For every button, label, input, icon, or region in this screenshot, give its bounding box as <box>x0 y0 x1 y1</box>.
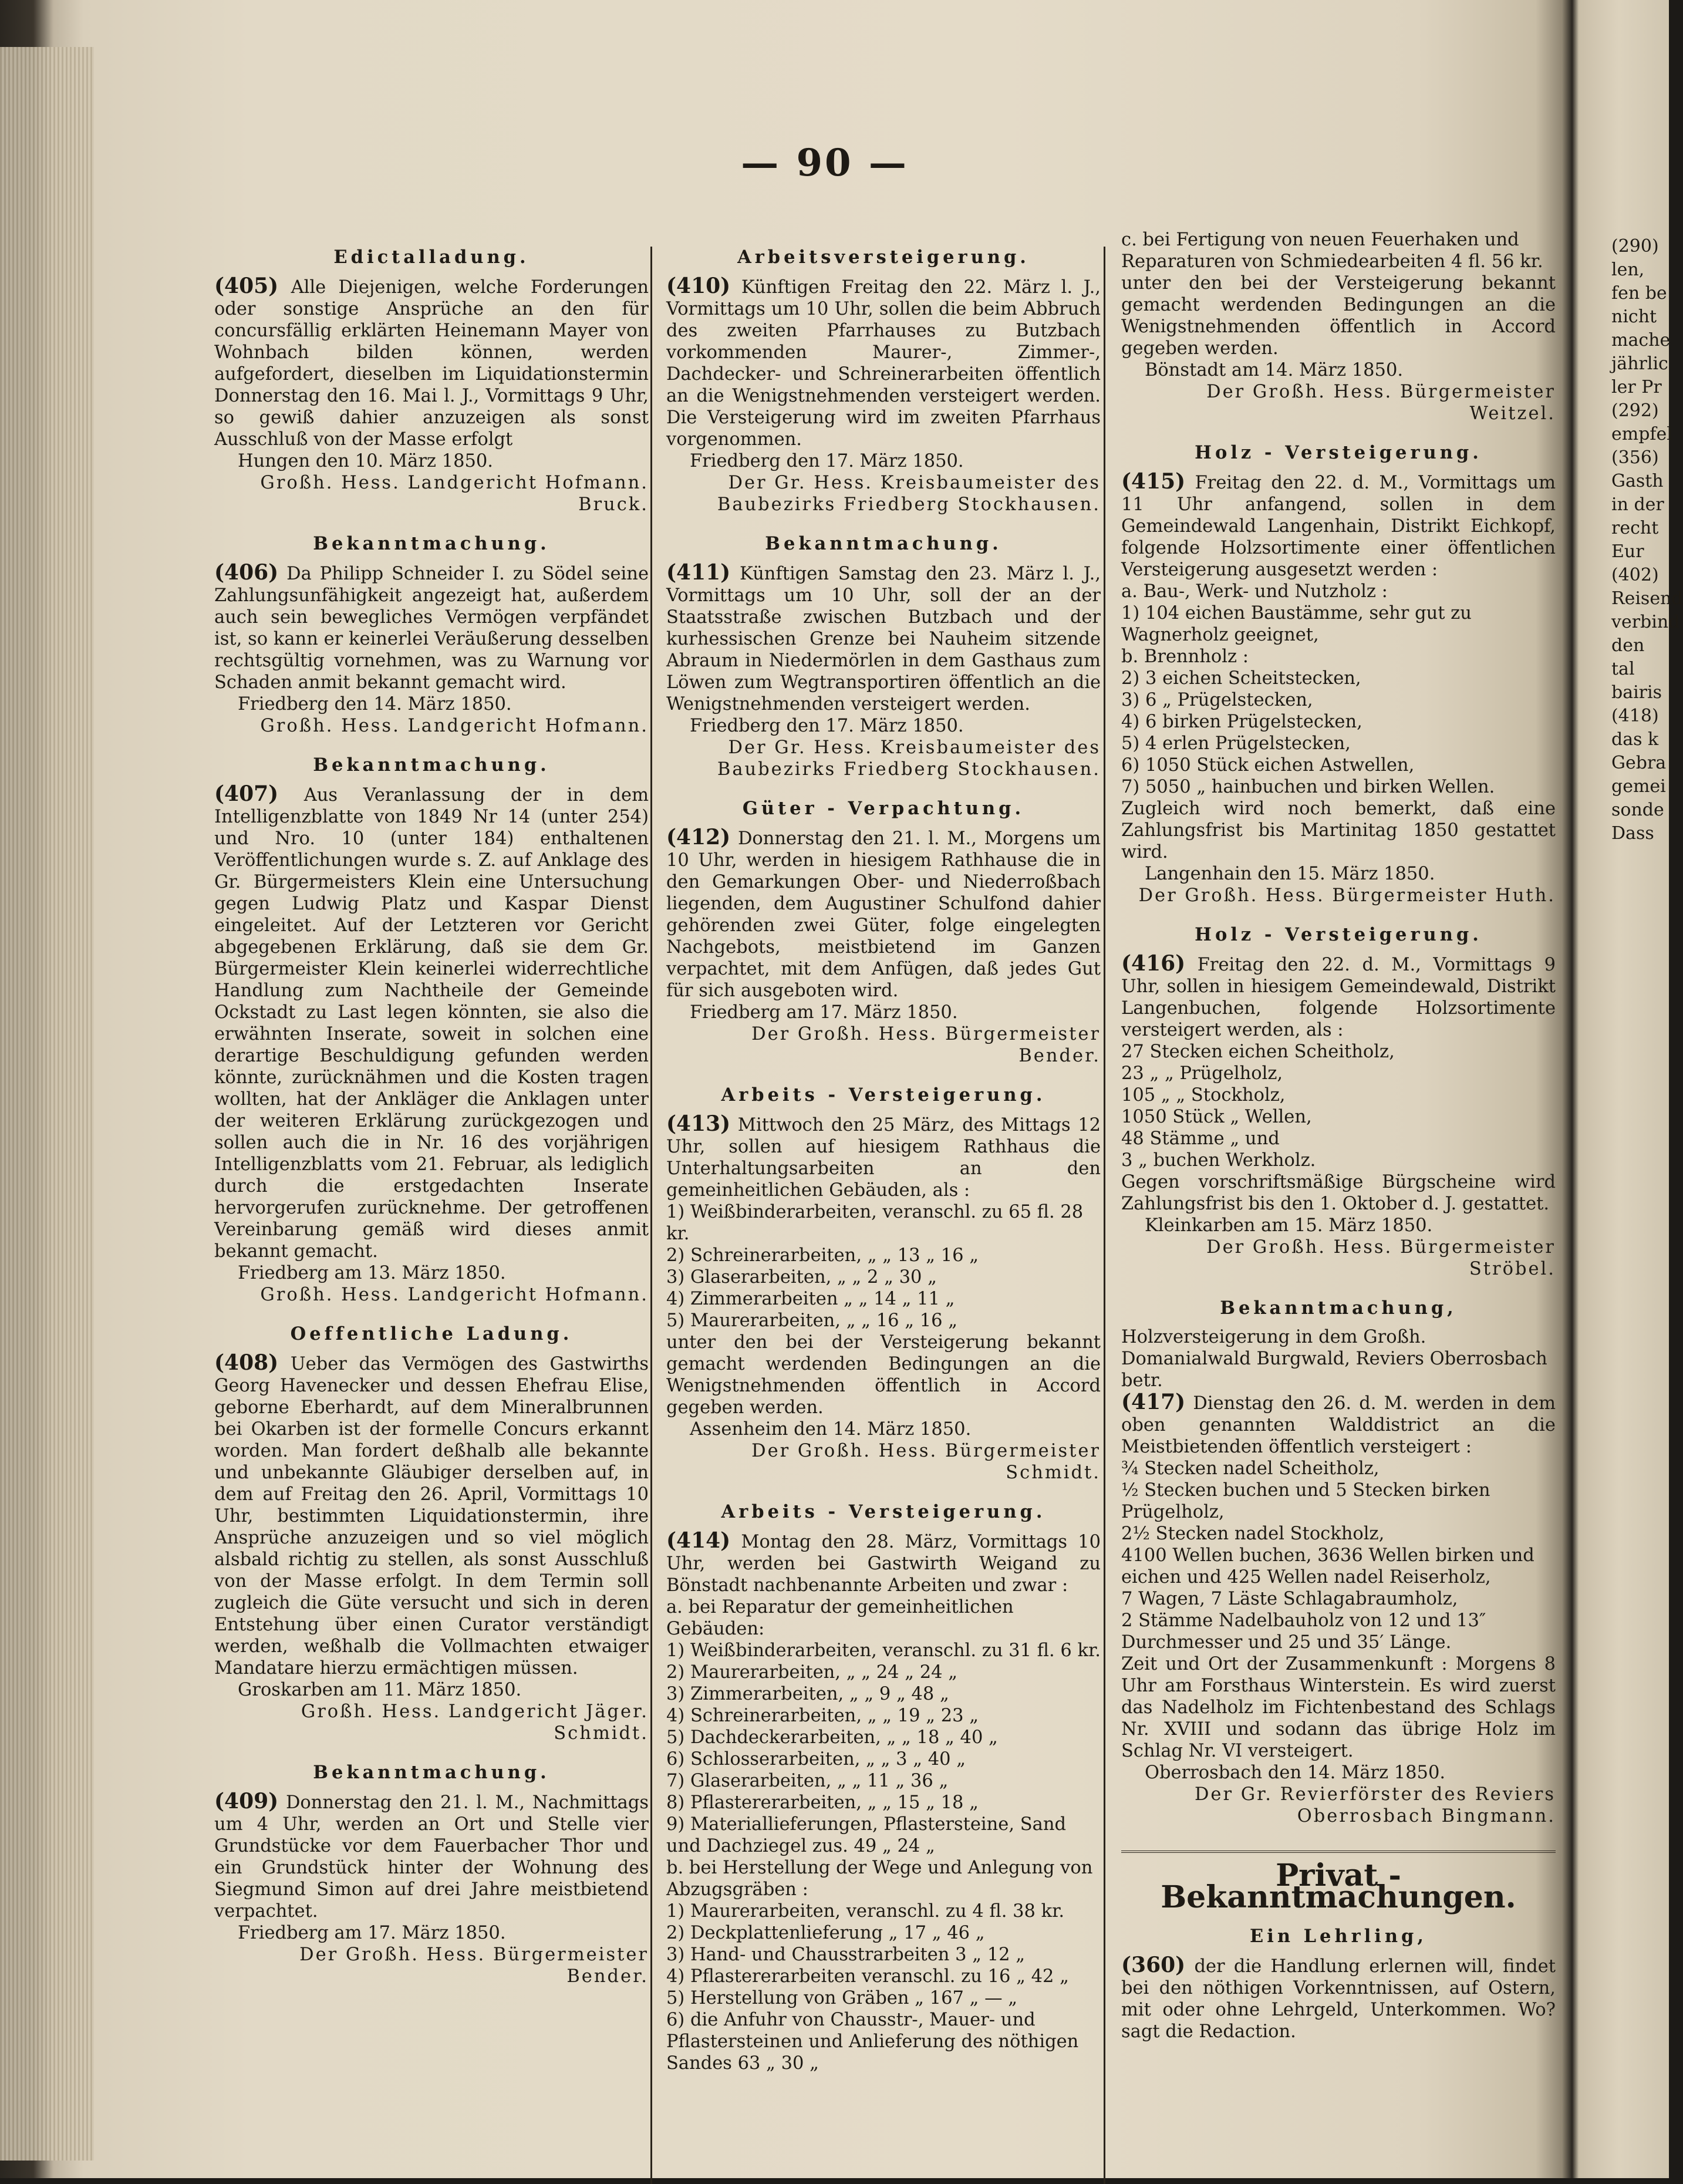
notice-text-continued: Gegen vorschriftsmäßige Bürgscheine wird Zahlungsfrist bis den 1. Oktober d. J. gestattet. <box>1121 1172 1556 1214</box>
notice <box>666 247 1101 515</box>
fragment-line: jährlic <box>1611 353 1668 374</box>
notice-text-continued: unter den bei der Versteigerung bekannt gemacht werdenden Bedingungen an die Wenigstnehmenden öffentlich in Accord gegeben werden. <box>666 1332 1101 1418</box>
column-rule <box>1104 247 1105 2184</box>
list-item: 6) die Anfuhr von Chausstr-, Mauer- und Pflastersteinen und Anlieferung des nöthigen Sandes 63 „ 30 „ <box>666 2010 1079 2074</box>
notice-body <box>666 827 1101 1002</box>
place-date: Friedberg den 17. März 1850. <box>690 716 964 736</box>
signature: Der Großh. Hess. Bürgermeister Bender. <box>751 1024 1101 1066</box>
notice <box>214 1762 649 1987</box>
signature: Der Gr. Hess. Kreisbaumeister des Baubezirks Friedberg Stockhausen. <box>717 473 1101 515</box>
list-item: 4) Zimmerarbeiten „ „ 14 „ 11 „ <box>666 1289 955 1309</box>
list-item: 3) Glaserarbeiten, „ „ 2 „ 30 „ <box>666 1267 937 1288</box>
notice-heading: Holz - Versteigerung. <box>1195 924 1482 945</box>
notice-heading: Oeffentliche Ladung. <box>290 1323 573 1344</box>
list-item: ¾ Stecken nadel Scheitholz, <box>1121 1458 1380 1479</box>
signature: Der Gr. Hess. Kreisbaumeister des Baubezirks Friedberg Stockhausen. <box>717 737 1101 780</box>
notice-heading: Bekanntmachung, <box>1220 1297 1457 1319</box>
fragment-line: ler Pr <box>1611 377 1662 397</box>
list-item: 2) 3 eichen Scheitstecken, <box>1121 668 1361 689</box>
fragment-line: (418) <box>1611 706 1659 726</box>
notice-number: (414) <box>666 1528 731 1553</box>
fragment-line: bairis <box>1611 682 1662 703</box>
list-item: 23 „ „ Prügelholz, <box>1121 1063 1283 1084</box>
fragment-line: tal <box>1611 659 1635 679</box>
list-item: 7) 5050 „ hainbuchen und birken Wellen. <box>1121 777 1495 797</box>
place-date: Friedberg den 14. März 1850. <box>238 694 512 714</box>
list-item: 5) Dachdeckerarbeiten, „ „ 18 „ 40 „ <box>666 1727 998 1748</box>
notice-body <box>666 275 1101 450</box>
list-item: ½ Stecken buchen und 5 Stecken birken Prügelholz, <box>1121 1480 1490 1522</box>
signature: Der Großh. Hess. Bürgermeister Weitzel. <box>1206 382 1556 424</box>
notice-number: (410) <box>666 274 731 298</box>
list-item: 2) Schreinerarbeiten, „ „ 13 „ 16 „ <box>666 1245 979 1266</box>
signature: Der Großh. Hess. Bürgermeister Huth. <box>1138 885 1556 906</box>
list-item: 9) Materiallieferungen, Pflastersteine, Sand und Dachziegel zus. 49 „ 24 „ <box>666 1814 1066 1856</box>
signature: Der Großh. Hess. Bürgermeister Ströbel. <box>1206 1237 1556 1279</box>
fragment-line: (290) <box>1611 236 1659 257</box>
place-date: Friedberg am 17. März 1850. <box>238 1923 506 1943</box>
privat-subheading: Ein Lehrling, <box>1249 1926 1427 1947</box>
list-item: 105 „ „ Stockholz, <box>1121 1085 1286 1106</box>
fragment-line: (402) <box>1611 565 1659 585</box>
notice-number: (360) <box>1121 1953 1186 1977</box>
notice-number: (416) <box>1121 951 1186 976</box>
list-item: 1050 Stück „ Wellen, <box>1121 1107 1312 1127</box>
list-item: 2) Maurerarbeiten, „ „ 24 „ 24 „ <box>666 1662 957 1683</box>
fragment-line: len, <box>1611 259 1645 280</box>
notice-text: Künftigen Freitag den 22. März l. J., Vormittags um 10 Uhr, sollen die beim Abbruch des zweiten Pfarrhauses zu Butzbach vorkommenden Maurer-, Zimmer-, Dachdecker- und Schreinerarbeiten öffentlich an die Wenigstnehmenden versteigert werden. Die Versteigerung wird im zweiten Pfarrhaus vorgenommen. <box>666 277 1101 450</box>
notice-number: (413) <box>666 1111 731 1136</box>
list-item: 5) 4 erlen Prügelstecken, <box>1121 733 1351 754</box>
notice <box>1121 924 1556 1280</box>
list-item: b. bei Herstellung der Wege und Anlegung von Abzugsgräben : <box>666 1858 1093 1900</box>
page-number: — 90 — <box>741 141 909 185</box>
fragment-line: (356) <box>1611 447 1659 468</box>
signature: Großh. Hess. Landgericht Hofmann. Bruck. <box>260 473 649 515</box>
fragment-line: Dass <box>1611 823 1654 844</box>
notice-body <box>214 783 649 1262</box>
notice <box>1121 442 1556 906</box>
notice-text: Aus Veranlassung der in dem Intelligenzblatte von 1849 Nr 14 (unter 254) und Nro. 10 (unter 184) enthaltenen Veröffentlichungen wurde s. Z. auf Anklage des Gr. Bürgermeisters Klein eine Untersuchung gegen Ludwig Platz und Kaspar Dienst eingeleitet. Auf der Letzteren vor Gericht abgegebenen Erklärung, daß sie dem Gr. Bürgermeister Klein keinerlei widerrechtliche Handlung zum Nachtheile der Gemeinde Ockstadt zu Last legen könnten, sie also die erwähnten Inserate, soweit in solchen eine derartige Beschuldigung gefunden werden könnte, zurücknähmen und die Kosten tragen wollten, hat der Ankläger die Anklagen unter der weiteren Erklärung zurückgezogen und sollen auch die in Nr. 16 des vorjährigen Intelligenzblatts vom 21. Februar, als lediglich durch die erstgedachten Inserate hervorgerufen zurücknehme. Der getroffenen Vereinbarung gemäß wird dieses anmit bekannt gemacht. <box>214 785 649 1262</box>
place-date: Oberrosbach den 14. März 1850. <box>1145 1762 1446 1783</box>
notice-body <box>1121 471 1556 581</box>
notice-text: Dienstag den 26. d. M. werden in dem oben genannten Walddistrict an die Meistbietenden öffentlich versteigert : <box>1121 1393 1556 1457</box>
notice-heading: Bekanntmachung. <box>765 533 1002 554</box>
list-item: a. Bau-, Werk- und Nutzholz : <box>1121 581 1388 602</box>
list-item: 48 Stämme „ und <box>1121 1128 1280 1149</box>
notice-heading: Bekanntmachung. <box>313 754 550 776</box>
notice-number: (409) <box>214 1789 279 1814</box>
notice-text: Freitag den 22. d. M., Vormittags um 11 Uhr anfangend, sollen in dem Gemeindewald Langenhain, Distrikt Eichkopf, folgende Holzsortimente einer öffentlichen Versteigerung ausgesetzt werden : <box>1121 473 1556 580</box>
notice-text-continued: Zugleich wird noch bemerkt, daß eine Zahlungsfrist bis Martinitag 1850 gestattet wird. <box>1121 798 1556 862</box>
fragment-line: fen be <box>1611 283 1667 304</box>
notice-body <box>1121 953 1556 1041</box>
fragment-line: sonde <box>1611 800 1664 820</box>
list-item: 6) Schlosserarbeiten, „ „ 3 „ 40 „ <box>666 1749 966 1770</box>
fragment-line: das k <box>1611 729 1659 750</box>
list-item: 8) Pflastererarbeiten, „ „ 15 „ 18 „ <box>666 1792 979 1813</box>
notice-number: (406) <box>214 560 279 585</box>
notice-text: Mittwoch den 25 März, des Mittags 12 Uhr, sollen auf hiesigem Rathhaus die Unterhaltungsarbeiten an den gemeinheitlichen Gebäuden, als : <box>666 1115 1101 1201</box>
list-item: 6) 1050 Stück eichen Astwellen, <box>1121 755 1415 776</box>
place-date: Langenhain den 15. März 1850. <box>1145 864 1435 884</box>
place-date: Kleinkarben am 15. März 1850. <box>1145 1215 1433 1236</box>
notice-body <box>666 1530 1101 1596</box>
list-item: 4100 Wellen buchen, 3636 Wellen birken und eichen und 425 Wellen nadel Reiserholz, <box>1121 1545 1534 1588</box>
adjacent-page-fragment <box>1611 235 1683 845</box>
signature: Großh. Hess. Landgericht Hofmann. <box>260 1285 649 1305</box>
signature: Der Gr. Revierförster des Reviers Oberrosbach Bingmann. <box>1194 1784 1556 1826</box>
newspaper-page <box>100 53 1556 2143</box>
place-date: Friedberg den 17. März 1850. <box>690 451 964 471</box>
list-item: c. bei Fertigung von neuen Feuerhaken und Reparaturen von Schmiedearbeiten 4 fl. 56 kr. <box>1121 230 1543 272</box>
list-item: 5) Herstellung von Gräben „ 167 „ — „ <box>666 1988 1018 2008</box>
fragment-line: verbind <box>1611 612 1680 632</box>
notice-number: (405) <box>214 274 279 298</box>
list-item: 2 Stämme Nadelbauholz von 12 und 13″ Durchmesser und 25 und 35′ Länge. <box>1121 1610 1486 1653</box>
fragment-line: nicht <box>1611 306 1657 327</box>
place-date: Assenheim den 14. März 1850. <box>690 1419 972 1440</box>
column-3 <box>1121 229 1556 2043</box>
place-date: Friedberg am 13. März 1850. <box>238 1263 506 1283</box>
fragment-line: empfel <box>1611 424 1672 444</box>
fragment-line: Eur <box>1611 541 1644 562</box>
column-2 <box>666 229 1101 2074</box>
place-date: Friedberg am 17. März 1850. <box>690 1002 958 1023</box>
notice-heading: Güter - Verpachtung. <box>742 798 1025 819</box>
place-date: Hungen den 10. März 1850. <box>238 451 493 471</box>
notice-text: Freitag den 22. d. M., Vormittags 9 Uhr, sollen in hiesigem Gemeindewald, Distrikt Langenbuchen, folgende Holzsortimente versteigert werden, als : <box>1121 955 1556 1040</box>
signature: Großh. Hess. Landgericht Hofmann. <box>260 716 649 736</box>
notice-text: Donnerstag den 21. l. M., Nachmittags um 4 Uhr, werden an Ort und Stelle vier Grundstücke vor dem Fauerbacher Thor und ein Grundstück hinter der Wohnung des Siegmund Simon auf drei Jahre meistbietend verpachtet. <box>214 1792 649 1922</box>
privat-body <box>1121 1954 1556 2043</box>
notice <box>214 247 649 515</box>
signature: Großh. Hess. Landgericht Jäger. Schmidt. <box>301 1701 649 1744</box>
notice-heading: Bekanntmachung. <box>313 1762 550 1783</box>
notice <box>214 754 649 1306</box>
fragment-line: gemei <box>1611 776 1666 797</box>
fragment-line: mache <box>1611 330 1671 350</box>
list-item: 1) Weißbinderarbeiten, veranschl. zu 65 fl. 28 kr. <box>666 1202 1084 1244</box>
notice-body <box>214 275 649 450</box>
notice-body <box>214 1791 649 1922</box>
notice-text-continued: unter den bei der Versteigerung bekannt gemacht werdenden Bedingungen an die Wenigstnehmenden öffentlich in Accord gegeben werden. <box>1121 273 1556 359</box>
notice-heading: Bekanntmachung. <box>313 533 550 554</box>
list-item: 4) 6 birken Prügelstecken, <box>1121 712 1362 732</box>
notice <box>666 798 1101 1067</box>
list-item: 2½ Stecken nadel Stockholz, <box>1121 1524 1385 1544</box>
place-date: Bönstadt am 14. März 1850. <box>1145 360 1404 380</box>
list-item: a. bei Reparatur der gemeinheitlichen Gebäuden: <box>666 1597 1014 1639</box>
fragment-line: (292) <box>1611 400 1659 421</box>
fragment-line: Reisend <box>1611 588 1683 609</box>
list-item: 5) Maurerarbeiten, „ „ 16 „ 16 „ <box>666 1310 957 1331</box>
notice-text: Künftigen Samstag den 23. März l. J., Vormittags um 10 Uhr, soll der an der Staatsstraße zwischen Butzbach und der kurhessischen Grenze bei Nauheim sitzende Abraum in Niedermörlen in dem Gasthaus zum Löwen zum Wegtransportiren öffentlich an die Wenigstnehmenden versteigert werden. <box>666 564 1101 714</box>
notice-heading: Holz - Versteigerung. <box>1195 442 1482 463</box>
notice-heading: Arbeits - Versteigerung. <box>721 1084 1046 1106</box>
notice <box>666 533 1101 780</box>
notice-text-continued: Zeit und Ort der Zusammenkunft : Morgens 8 Uhr am Forsthaus Winterstein. Es wird zuerst das Nadelholz im Fichtenbestand des Schlags Nr. XVIII und sodann das übrige Holz im Schlag Nr. VI versteigert. <box>1121 1654 1556 1761</box>
privat-heading: Privat - Bekanntmachungen. <box>1121 1851 1556 1908</box>
fragment-line: Gebra <box>1611 753 1667 773</box>
notice-number: (407) <box>214 781 279 806</box>
notice-heading: Arbeits - Versteigerung. <box>721 1501 1046 1522</box>
notice-heading: Edictalladung. <box>333 247 529 268</box>
notice <box>666 1084 1101 1484</box>
notice-text: der die Handlung erlernen will, findet bei den nöthigen Vorkenntnissen, auf Ostern, mit oder ohne Lehrgeld, Unterkommen. Wo? sagt die Redaction. <box>1121 1956 1556 2042</box>
notice <box>666 1501 1101 2074</box>
notice-body <box>1121 1391 1556 1458</box>
fragment-line: Gasth <box>1611 471 1664 491</box>
list-item: 3) Hand- und Chausstrarbeiten 3 „ 12 „ <box>666 1944 1026 1965</box>
notice-number: (417) <box>1121 1390 1186 1414</box>
notice-body <box>214 1352 649 1679</box>
column-rule <box>650 247 652 2184</box>
list-item: 7) Glaserarbeiten, „ „ 11 „ 36 „ <box>666 1771 949 1791</box>
notice-body <box>666 562 1101 715</box>
notice-number: (412) <box>666 825 731 850</box>
list-item: b. Brennholz : <box>1121 646 1249 667</box>
notice-number: (408) <box>214 1350 279 1375</box>
list-item: 27 Stecken eichen Scheitholz, <box>1121 1042 1395 1062</box>
signature: Der Großh. Hess. Bürgermeister Schmidt. <box>751 1441 1101 1483</box>
list-item: 2) Deckplattenlieferung „ 17 „ 46 „ <box>666 1923 985 1943</box>
fragment-line: den <box>1611 635 1645 656</box>
column-1 <box>214 229 649 1987</box>
notice <box>1121 229 1556 424</box>
notice-number: (415) <box>1121 469 1186 494</box>
notice-body <box>214 562 649 693</box>
list-item: 4) Schreinerarbeiten, „ „ 19 „ 23 „ <box>666 1706 979 1726</box>
list-item: 3 „ buchen Werkholz. <box>1121 1150 1316 1171</box>
list-item: 7 Wagen, 7 Läste Schlagabraumholz, <box>1121 1589 1458 1609</box>
fragment-line: recht <box>1611 518 1659 538</box>
notice-heading: Arbeitsversteigerung. <box>737 247 1030 268</box>
signature: Der Großh. Hess. Bürgermeister Bender. <box>299 1944 649 1987</box>
notice-text: Ueber das Vermögen des Gastwirths Georg Havenecker und dessen Ehefrau Elise, geborne Eberhardt, auf dem Mineralbrunnen bei Okarben ist der formelle Concurs erkannt worden. Man fordert deßhalb alle bekannte und unbekannte Gläubiger derselben auf, in dem auf Freitag den 26. April, Vormittags 10 Uhr, bestimmten Liquidationstermin, ihre Ansprüche anzuzeigen und so viel möglich alsbald richtig zu stellen, als sonst Ausschluß von der Masse erfolgt. In dem Termin soll zugleich die Güte versucht und sich in deren Entstehung über einen Curator verständigt werden, weßhalb die Vollmachten etwaiger Mandatare hierzu ermächtigen müssen. <box>214 1354 649 1679</box>
notice <box>1121 1297 1556 1827</box>
notice-body <box>666 1113 1101 1201</box>
notice-subheading: Holzversteigerung in dem Großh. Domanialwald Burgwald, Reviers Oberrosbach betr. <box>1121 1327 1547 1391</box>
notice <box>214 533 649 737</box>
list-item: 3) Zimmerarbeiten, „ „ 9 „ 48 „ <box>666 1684 949 1704</box>
list-item: 3) 6 „ Prügelstecken, <box>1121 690 1313 710</box>
notice-text: Montag den 28. März, Vormittags 10 Uhr, werden bei Gastwirth Weigand zu Bönstadt nachbenannte Arbeiten und zwar : <box>666 1532 1101 1596</box>
list-item: 1) Weißbinderarbeiten, veranschl. zu 31 fl. 6 kr. <box>666 1640 1101 1661</box>
notice-text: Donnerstag den 21. l. M., Morgens um 10 Uhr, werden in hiesigem Rathhause die in den Gemarkungen Ober- und Niederroßbach liegenden, dem Augustiner Schulfond dahier gehörenden zwei Güter, folge eingelegten Nachgebots, meistbietend im Ganzen verpachtet, mit dem Anfügen, daß jedes Gut für sich ausgeboten wird. <box>666 828 1101 1001</box>
page-edges <box>0 47 94 2161</box>
list-item: 4) Pflastererarbeiten veranschl. zu 16 „ 42 „ <box>666 1966 1069 1987</box>
place-date: Groskarben am 11. März 1850. <box>238 1680 522 1700</box>
notice-text: Alle Diejenigen, welche Forderungen oder sonstige Ansprüche an den für concursfällig erklärten Heinemann Mayer von Wohnbach bilden können, werden aufgefordert, dieselben im Liquidationstermin Donnerstag den 16. Mai l. J., Vormittags 9 Uhr, so gewiß dahier anzuzeigen als sonst Ausschluß von der Masse erfolgt <box>214 277 649 450</box>
notice <box>214 1323 649 1744</box>
notice-number: (411) <box>666 560 731 585</box>
fragment-line: in der <box>1611 494 1664 515</box>
notice-text: Da Philipp Schneider I. zu Södel seine Zahlungsunfähigkeit angezeigt hat, außerdem auch sein bewegliches Vermögen verpfändet ist, so kann er keinerlei Veräußerung desselben rechtsgültig vornehmen, was zu Warnung vor Schaden anmit bekannt gemacht wird. <box>214 564 649 693</box>
list-item: 1) Maurerarbeiten, veranschl. zu 4 fl. 38 kr. <box>666 1901 1065 1922</box>
list-item: 1) 104 eichen Baustämme, sehr gut zu Wagnerholz geeignet, <box>1121 603 1472 645</box>
